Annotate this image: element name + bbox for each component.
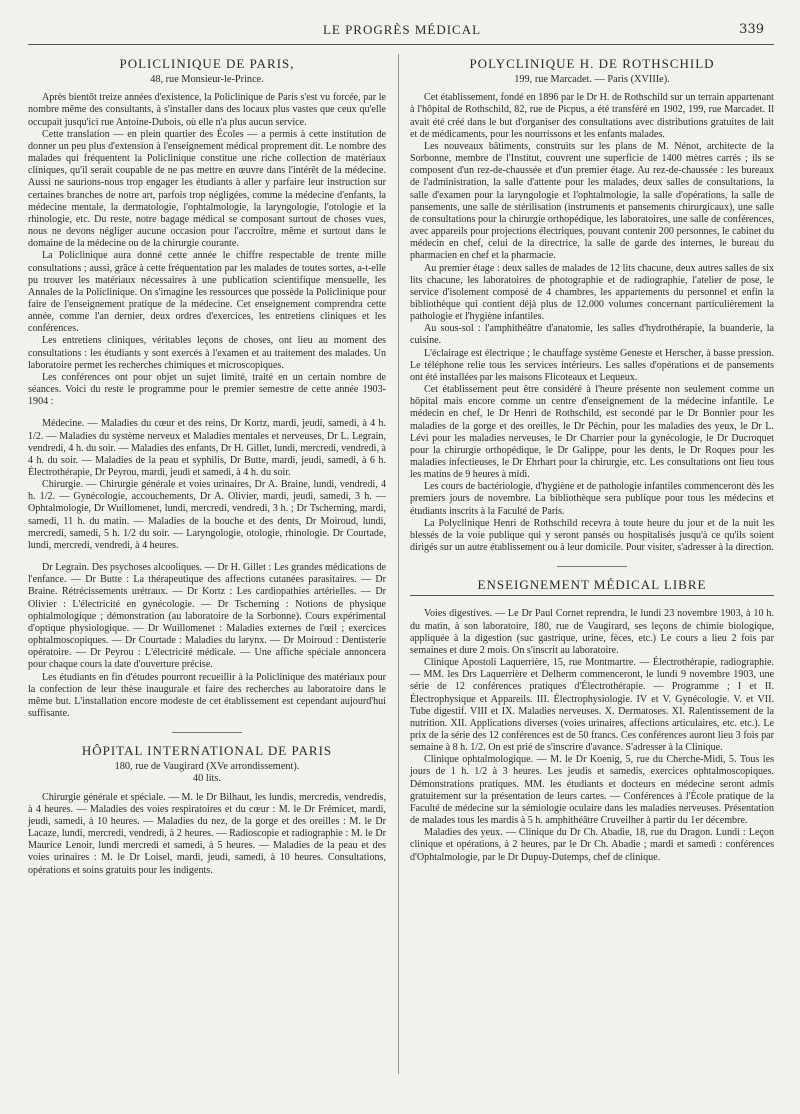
column-divider: [398, 54, 399, 1074]
section-address: 180, rue de Vaugirard (XVe arrondissement).: [114, 761, 300, 773]
paragraph: Chirurgie. — Chirurgie générale et voies urinaires, Dr A. Braine, lundi, vendredi, 4 h. 1/2. — Gynécologie, accouchements, Dr A. Olivier, mardi, jeudi, samedi, 3 h. — Ophtalmologie, Dr Wuillomenet, lundi, mercredi, vendredi, 3 h. ; Dr Tscherning, mardi, samedi, 11 h. du matin. — Maladies de la bouche et des dents, Dr Moiroud, lundi, mercredi, samedi, 5 h. 1/2 du soir. — Laryngologie, otologie, rhinologie. Dr Courtade, lundi, mercredi, vendredi, à 4 heures.: [28, 479, 386, 551]
journal-title: LE PROGRÈS MÉDICAL: [322, 22, 482, 37]
paragraph: Cette translation — en plein quartier des Écoles — a permis à cette institution de donner un peu plus d'extension à l'enseignement médical proprement dit. Le nombre des malades qui fréquentent la Policlinique constitue une riche collection de matériaux cliniques, qu'il serait coupable de ne pas mettre en œuvre dans l'intérêt de la médecine. Aussi ne saurions-nous trop engager les étudiants à aller y parfaire leur instruction sur certaines branches de notre art, parfois trop négligées, comme la médecine d'enfants, la médecine mentale, la dermatologie, l'ophtalmologie, la laryngologie, l'otologie et la rhinologie, etc. Du reste, notre bagage médical se composant surtout de choses vues, nous ne devons négliger aucune occasion pour l'accroître, même et surtout dans le domaine de la médecine ou de la chirurgie courante.: [28, 128, 386, 250]
paragraph: Voies digestives. — Le Dr Paul Cornet reprendra, le lundi 23 novembre 1903, à 10 h. du matin, à son laboratoire, 180, rue de Vaugirard, ses leçons de chimie biologique, appliquée à la digestion (suc gastrique, urine, fèces, etc.) Le cours a lieu 2 fois par semaines et dure 2 mois. On s'inscrit au laboratoire.: [410, 608, 774, 656]
paragraph: Dr Legrain. Des psychoses alcooliques. — Dr H. Gillet : Les grandes médications de l'enfance. — Dr Butte : La thérapeutique des affections cutanées parasitaires. — Dr Braine. Rétrécissements urétraux. — Dr Kortz : Les cardiopathies artérielles. — Dr Olivier : L'électricité en gynécologie. — Dr Tscherning : Notions de physique ophtalmologique ; démonstration (au laboratoire de la Sorbonne). Cours expérimental d'optique physiologique. — Dr Wuillomenet : Maladies externes de l'œil ; exercices ophtalmoscopiques. — Dr Courtade : Maladies du larynx. — Dr Moiroud : Dentisterie opératoire. — Dr Peyrou : L'électricité médicale. — Une affiche spéciale annoncera pour chaque cours la date d'ouverture précise.: [28, 562, 386, 671]
paragraph: Chirurgie générale et spéciale. — M. le Dr Bilhaut, les lundis, mercredis, vendredis, à 4 heures. — Maladies des voies respiratoires et du cœur : M. le Dr Frémicet, mardi, jeudi, samedi, à 10 heures. — Maladies du nez, de la gorge et des oreilles : M. le Dr Lacaze, lundi, mercredi, vendredi, à 2 heures. — Radioscopie et radiographie : M. le Dr Maurice Lenoir, lundi mercredi et samedi, à 5 heures. — Maladies de la peau et des voies urinaires : M. le Dr Loisel, mardi, jeudi, samedi, à 10 heures. Consultations, opérations et soins gratuits pour les indigents.: [28, 791, 386, 876]
paragraph: Les étudiants en fin d'études pourront recueillir à la Policlinique des matériaux pour la confection de leur thèse inaugurale et faire des recherches au laboratoire dans le même but. L'installation encore modeste de cet établissement est cependant aujourd'hui suffisante.: [28, 671, 386, 719]
polyclinique-section: [410, 58, 774, 554]
policlinique-section: [28, 58, 386, 720]
paragraph: Les cours de bactériologie, d'hygiène et de pathologie infantiles commenceront dès les premiers jours de novembre. La bibliothèque sera publique pour tous les médecins et étudiants inscrits à la Faculté de Paris.: [410, 481, 774, 517]
header-rule: [28, 44, 774, 45]
section-separator: [172, 732, 242, 733]
hopital-section: [28, 745, 386, 877]
enseignement-section: [410, 579, 774, 863]
section-separator: [557, 566, 627, 567]
left-column: [28, 58, 386, 877]
paragraph: Les entretiens cliniques, véritables leçons de choses, ont lieu au moment des consultations : les étudiants y sont exercés à l'examen et au traitement des malades. Un laboratoire permet les recherches chimiques et microscopiques.: [28, 335, 386, 371]
section-address: 199, rue Marcadet. — Paris (XVIIIe).: [514, 74, 670, 86]
paragraph: Clinique ophtalmologique. — M. le Dr Koenig, 5, rue du Cherche-Midi, 5. Tous les jours de 1 h. 1/2 à 3 heures. Les jeudis et samedis, exercices ophtalmoscopiques. Démonstrations pratiques. MM. les étudiants et docteurs en médecine seront admis gratuitement sur la présentation de leurs cartes. — Conférences à l'École pratique de la Faculté de médecine sur la sémiologie oculaire dans les maladies nerveuses. Présentation de malades tous les mardis à 5 h. amphithéâtre Cruveilher à partir du 1er décembre.: [410, 754, 774, 827]
paragraph: Cet établissement peut être considéré à l'heure présente non seulement comme un hôpital mais encore comme un centre d'enseignement de la médecine infantile. Le médecin en chef, le Dr Henri de Rothschild, est secondé par le Dr Bonnier pour les maladies de la gorge et des oreilles, le Dr Péchin, pour les maladies des yeux, le Dr L. Lévi pour les maladies nerveuses, le Dr Charrier pour la gynécologie, le Dr Ducroquet pour la chirurgie orthopédique, le Dr Galippe, pour les dents, le Dr Roques pour les maladies infectieuses, le Dr Ehrhart pour la chirurgie, etc. Les consultations ont lieu tous les matins de 9 heures à midi.: [410, 384, 774, 481]
paragraph: Maladies des yeux. — Clinique du Dr Ch. Abadie, 18, rue du Dragon. Lundi : Leçon clinique et opérations, à 2 heures, par le Dr Ch. Abadie ; mardi et samedi : conférences d'Ophtalmologie, par le Dr Dupuy-Dutemps, chef de clinique.: [410, 827, 774, 863]
paragraph: Au sous-sol : l'amphithéâtre d'anatomie, les salles d'hydrothérapie, la buanderie, la cuisine.: [410, 323, 774, 347]
paragraph: Les conférences ont pour objet un sujet limité, traité en un certain nombre de séances. Voici du reste le programme pour le premier semestre de cette année 1903-1904 :: [28, 371, 386, 408]
paragraph: Clinique Apostoli Laquerrière, 15, rue Montmartre. — Électrothérapie, radiographie. — MM. les Drs Laquerrière et Delherm commenceront, le lundi 9 novembre 1903, une série de 12 conférences pratiques d'Électrothérapie. — Programme ; I et II. Électrophysique et Appareils. III. Électrophysiologie. IV et V. Gynécologie. V. et VII. Tube digestif. VIII et IX. Maladies nerveuses. X. Dermatoses. XI. Ralentissement de la nutrition. XII. Applications diverses (voies urinaires, affections articulaires, etc. etc.). Le prix de la série des 12 conférences est de 50 francs. Ces conférences auront lieu 3 fois par semaine à 8 h. 1/2. On est prié de s'inscrire d'avance. S'adresser à la Clinique.: [410, 657, 774, 754]
page-number: 339: [739, 22, 764, 37]
section-heading: POLYCLINIQUE H. DE ROTHSCHILD: [469, 56, 715, 71]
paragraph: La Polyclinique Henri de Rothschild recevra à toute heure du jour et de la nuit les blessés de la voie publique qui y seront pansés ou hospitalisés jusqu'à ce qu'ils soient dirigés sur un autre établissement ou à leur domicile. Pour visiter, s'adresser à la direction.: [410, 517, 774, 554]
section-address: 48, rue Monsieur-le-Prince.: [150, 74, 264, 86]
paragraph: Médecine. — Maladies du cœur et des reins, Dr Kortz, mardi, jeudi, samedi, à 4 h. 1/2. — Maladies du système nerveux et Maladies mentales et nerveuses, Dr L. Legrain, vendredi, 4 h. du soir. — Maladies des enfants, Dr H. Gillet, lundi, mercredi, vendredi, à 4 h. du soir. — Maladies de la peau et syphilis, Dr Butte, mardi, jeudi, samedi, à 6 h. Électrothérapie, Dr Peyrou, mardi, jeudi et samedi, à 4 h. du soir.: [28, 418, 386, 478]
section-beds: 40 lits.: [192, 773, 222, 785]
section-heading: ENSEIGNEMENT MÉDICAL LIBRE: [477, 577, 707, 593]
paragraph: Les nouveaux bâtiments, construits sur les plans de M. Nénot, architecte de la Sorbonne, membre de l'Institut, couvrent une superficie de 1400 mètres carrés ; ils se composent d'un rez-de-chaussée et d'un premier étage. Au rez-de-chaussée : les bureaux de l'administration, la salle d'attente pour les malades, deux salles de consultations, la salle d'examen pour la laryngologie et l'ophtalmologie, la salle d'opérations, la salle de pansements, une salle de stérilisation (instruments et pansements chirurgicaux), une salle de consultations pour la chirurgie orthopédique, les laboratoires, une salle de conférences, avec appareils pour projections électriques, pouvant contenir 200 personnes, le cabinet du médecin en chef, celui de la directrice, la salle de garde des internes, le bureau du pharmacien en chef et la pharmacie.: [410, 140, 774, 262]
paragraph: L'éclairage est électrique ; le chauffage système Geneste et Herscher, à basse pression. Le téléphone relie tous les services intérieurs. Les salles d'opérations et de pansements ont été installées par les maisons Flicoteaux et Lequeux.: [410, 347, 774, 383]
section-heading: POLICLINIQUE DE PARIS,: [119, 56, 295, 71]
paragraph: La Policlinique aura donné cette année le chiffre respectable de trente mille consultations ; aussi, grâce à cette fréquentation par les malades de toutes sortes, a-t-elle pu trouver les matériaux nécessaires à une publication scientifique mensuelle, les Annales de la Policlinique. On s'imagine les ressources que possède la Policlinique pour faire de l'enseignement pratique de la médecine. Cet enseignement comprendra cette année, comme l'an dernier, deux ordres d'exercices, les entretiens cliniques et les conférences.: [28, 250, 386, 335]
heading-rule: [410, 595, 774, 596]
right-column: [410, 58, 774, 864]
paragraph: Après bientôt treize années d'existence, la Policlinique de Paris s'est vu forcée, par le nombre même des consultants, à s'installer dans des locaux plus vastes que ceux qu'elle occupait jusqu'ici rue Antoine-Dubois, où elle n'a plus aucun service.: [28, 92, 386, 128]
section-heading: HÔPITAL INTERNATIONAL DE PARIS: [81, 743, 333, 759]
running-head: [40, 22, 764, 42]
paragraph: Cet établissement, fondé en 1896 par le Dr H. de Rothschild sur un terrain appartenant à l'hôpital de Rothschild, 82, rue de Picpus, a été transféré en 1902, 199, rue Marcadet. Il avait été créé dans le but d'organiser des consultations avec distributions gratuites de lait et de médicaments, pour les nourrissons et les enfants malades.: [410, 92, 774, 140]
paragraph: Au premier étage : deux salles de malades de 12 lits chacune, deux autres salles de six lits chacune, les laboratoires de photographie et de radiographie, l'atelier de pose, le service d'isolement composé de 4 chambres, les appartements du personnel et enfin la bibliothèque qui contient déjà plus de 12.000 volumes concernant particulièrement la pathologie et l'hygiène infantiles.: [410, 262, 774, 323]
